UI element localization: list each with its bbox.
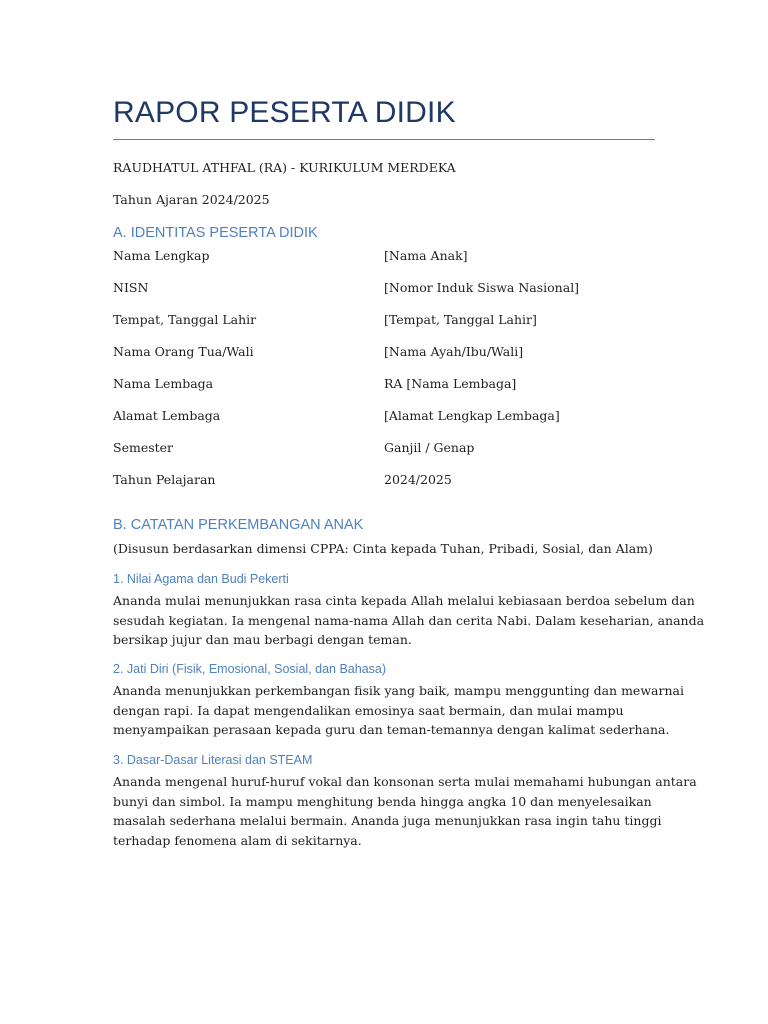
development-heading: B. CATATAN PERKEMBANGAN ANAK: [113, 517, 364, 533]
development-intro: (Disusun berdasarkan dimensi CPPA: Cinta kepada Tuhan, Pribadi, Sosial, dan Alam): [113, 541, 653, 556]
section-paragraph: [113, 772, 697, 850]
section-paragraph: [113, 591, 705, 650]
identity-label: Semester: [113, 440, 174, 455]
section-title: 2. Jati Diri (Fisik, Emosional, Sosial, dan Bahasa): [113, 662, 387, 676]
identity-value: [Nomor Induk Siswa Nasional]: [384, 280, 580, 295]
identity-row: [113, 408, 655, 428]
paragraph-line: terhadap fenomena alam di sekitarnya.: [113, 832, 362, 848]
paragraph-line: masalah sederhana melalui bermain. Ananda juga menunjukkan rasa ingin tahu tinggi: [113, 813, 662, 828]
document-title: RAPOR PESERTA DIDIK: [113, 96, 456, 129]
identity-row: [113, 248, 655, 268]
identity-label: Nama Lembaga: [113, 376, 214, 391]
identity-value: 2024/2025: [384, 472, 452, 487]
identity-value: [Alamat Lengkap Lembaga]: [384, 408, 560, 423]
identity-label: Nama Orang Tua/Wali: [113, 344, 254, 359]
identity-row: [113, 344, 655, 364]
paragraph-line: sesudah kegiatan. Ia mengenal nama-nama Allah dan cerita Nabi. Dalam keseharian, ananda: [113, 612, 705, 628]
identity-value: Ganjil / Genap: [384, 440, 475, 455]
identity-row: [113, 440, 655, 460]
identity-label: Tempat, Tanggal Lahir: [113, 312, 257, 327]
identity-label: NISN: [113, 280, 149, 295]
paragraph-line: bersikap jujur dan mau berbagi dengan teman.: [113, 632, 412, 647]
identity-label: Alamat Lembaga: [113, 408, 221, 423]
paragraph-line: Ananda mengenal huruf-huruf vokal dan konsonan serta mulai memahami hubungan antara: [113, 774, 697, 789]
identity-row: [113, 376, 655, 396]
paragraph-line: Ananda mulai menunjukkan rasa cinta kepada Allah melalui kebiasaan berdoa sebelum dan: [113, 593, 695, 608]
section-title: 1. Nilai Agama dan Budi Pekerti: [113, 572, 289, 586]
paragraph-line: Ananda menunjukkan perkembangan fisik yang baik, mampu menggunting dan mewarnai: [113, 683, 684, 698]
identity-value: RA [Nama Lembaga]: [384, 376, 517, 391]
identity-row: [113, 280, 655, 300]
paragraph-line: bunyi dan simbol. Ia mampu menghitung benda hingga angka 10 dan menyelesaikan: [113, 793, 652, 809]
identity-value: [Nama Ayah/Ibu/Wali]: [384, 344, 524, 359]
section-title: 3. Dasar-Dasar Literasi dan STEAM: [113, 753, 313, 767]
identity-value: [Tempat, Tanggal Lahir]: [384, 312, 537, 327]
academic-year: Tahun Ajaran 2024/2025: [113, 192, 270, 207]
title-divider: [113, 139, 655, 140]
document-subtitle: RAUDHATUL ATHFAL (RA) - KURIKULUM MERDEKA: [113, 160, 456, 175]
section-paragraph: [113, 681, 684, 740]
identity-row: [113, 312, 655, 332]
identity-label: Tahun Pelajaran: [113, 472, 216, 487]
paragraph-line: menyampaikan perasaan kepada guru dan teman-temannya dengan kalimat sederhana.: [113, 722, 670, 737]
paragraph-line: dengan rapi. Ia dapat mengendalikan emosinya saat bermain, dan mulai mampu: [113, 702, 624, 718]
identity-value: [Nama Anak]: [384, 248, 468, 263]
identity-heading: A. IDENTITAS PESERTA DIDIK: [113, 225, 318, 241]
identity-label: Nama Lengkap: [113, 248, 210, 263]
identity-row: [113, 472, 655, 492]
